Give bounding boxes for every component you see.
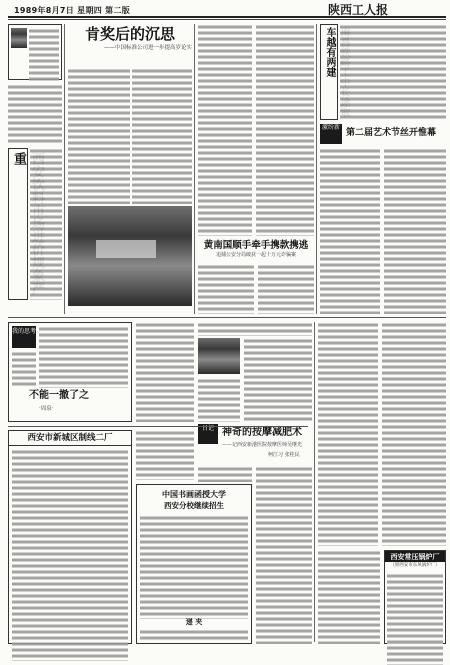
ad-boiler-title: 西安常压锅炉厂	[385, 551, 445, 562]
lead-text-col-2	[132, 68, 192, 204]
issue-date: 1989年8月7日 星期四 第二版	[14, 6, 131, 15]
header-rule	[8, 16, 446, 18]
ad-univ-footer: 递 夹	[185, 617, 203, 626]
lead-headline-block	[68, 24, 192, 64]
sidebar-heading: 重	[11, 152, 26, 165]
ad-thread-text	[12, 449, 128, 661]
lower-text-col-2	[136, 430, 194, 480]
mid-text-col-1	[198, 24, 252, 236]
feature1-headline	[198, 240, 314, 262]
mid-text-col-2	[256, 24, 314, 236]
main-photo	[68, 206, 192, 306]
col-divider-1	[64, 24, 65, 314]
lead-title: 肯奖后的沉思	[84, 25, 175, 43]
ad-rule	[8, 426, 308, 427]
left-top-box	[8, 24, 62, 80]
photo-highlight	[96, 240, 156, 258]
ad-calligraphy-univ	[136, 484, 252, 644]
feature2-headline	[198, 424, 312, 464]
col-divider-2	[194, 24, 195, 314]
ad-boiler	[384, 550, 446, 644]
arts-festival-headline	[346, 124, 446, 144]
right-text-col-2	[384, 148, 446, 314]
feature1-text-1	[198, 264, 254, 314]
ad-thread-factory	[8, 430, 132, 644]
ad-univ-footer-text	[140, 629, 248, 640]
right-vertical-headline-box	[320, 24, 338, 120]
ad-boiler-text	[387, 573, 443, 665]
essay-text-side	[12, 351, 36, 388]
lower-right-col-1	[318, 322, 378, 546]
left-top-text	[29, 28, 59, 82]
col-divider-3	[316, 24, 317, 314]
essay-byline: ·周泉·	[39, 406, 54, 412]
header-rule-thin	[8, 19, 446, 20]
lead-subtitle: ——中国标准公司进一步提高岁论实	[103, 45, 192, 51]
lower-right-col-3	[318, 550, 380, 644]
feature1-text-2	[258, 264, 314, 314]
arts-festival-title: 第二届艺术节丝开惟幕	[346, 128, 437, 138]
ad-univ-title: 中国书画函授大学	[162, 489, 226, 499]
portrait-photo	[11, 28, 27, 48]
left-col-text-1	[8, 84, 62, 144]
section-tag: 激纷新	[320, 124, 342, 144]
feature2-title: 神奇的按摩减肥术	[222, 427, 302, 438]
left-col-text-2	[30, 148, 62, 300]
small-photo	[198, 338, 240, 374]
mid-lower-text-2	[198, 378, 240, 422]
ad-univ-text	[140, 515, 248, 619]
right-text-col-1	[320, 148, 380, 314]
essay-tag: 我的思考	[12, 326, 36, 348]
mid-page-rule	[8, 317, 446, 318]
lead-text-col-1	[68, 68, 130, 204]
ad-boiler-sub: （原西安市东风锅炉厂）	[390, 563, 440, 568]
lower-text-col-1	[136, 322, 194, 422]
essay-text-top	[39, 326, 128, 388]
essay-box	[8, 322, 132, 422]
photo-caption	[198, 322, 312, 336]
ad-thread-title: 西安市新城区制线二厂	[9, 431, 131, 446]
feature1-title: 黄南国顺手牵手携款携逃	[203, 240, 309, 251]
right-top-text	[340, 24, 446, 120]
mid-lower-text	[244, 338, 312, 422]
lower-text-col-3	[198, 466, 252, 482]
col-divider-4	[314, 322, 315, 642]
feature2-byline: 柯江习 张桂民	[268, 452, 300, 458]
ad-univ-sub: 西安分校继续招生	[164, 501, 224, 510]
feature2-subtitle: ——记西安新港医院按摩医师吴继光	[222, 442, 303, 448]
masthead: 陕西工人报	[327, 3, 388, 17]
feature1-subtitle: 追捕公安分局破获一起十万元诈骗案	[215, 252, 296, 258]
essay-title: 不能一撤了之	[29, 390, 89, 401]
lower-right-col-2	[382, 322, 446, 546]
feature2-tag: 日记	[198, 424, 218, 444]
feature2-text-col	[256, 466, 312, 644]
sidebar-heading-box	[8, 148, 28, 300]
right-vertical-headline: 车越有两建	[324, 27, 335, 77]
